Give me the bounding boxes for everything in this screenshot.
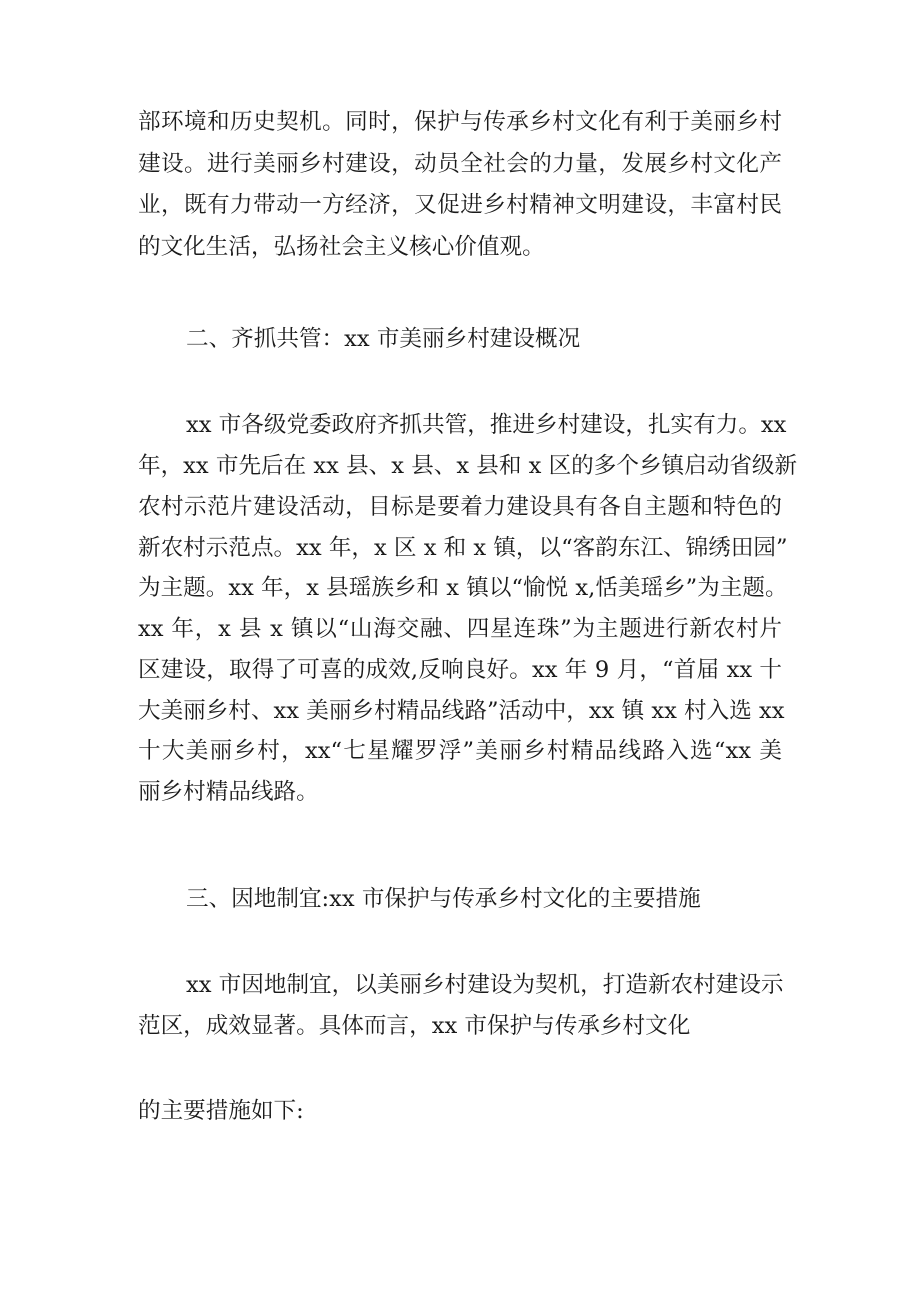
- paragraph-line: 十大美丽乡村，xx“七星耀罗浮”美丽乡村精品线路入选“xx 美: [138, 738, 782, 764]
- paragraph-line: 农村示范片建设活动，目标是要着力建设具有各自主题和特色的: [138, 494, 782, 520]
- paragraph-line: 新农村示范点。xx 年，x 区 x 和 x 镇，以“客韵东江、锦绣田园”: [138, 535, 788, 561]
- paragraph-line: 大美丽乡村、xx 美丽乡村精品线路”活动中，xx 镇 xx 村入选 xx: [138, 698, 785, 724]
- paragraph-line: xx 市各级党委政府齐抓共管，推进乡村建设，扎实有力。xx: [186, 412, 787, 438]
- paragraph-line: 为主题。xx 年，x 县瑶族乡和 x 镇以“愉悦 x,恬美瑶乡”为主题。: [138, 575, 788, 601]
- paragraph-line: 年，xx 市先后在 xx 县、x 县、x 县和 x 区的多个乡镇启动省级新: [138, 453, 798, 479]
- paragraph-line: xx 年，x 县 x 镇以“山海交融、四星连珠”为主题进行新农村片: [138, 616, 782, 642]
- paragraph-line: 建设。进行美丽乡村建设，动员全社会的力量，发展乡村文化产: [138, 151, 782, 177]
- paragraph-line: 的主要措施如下:: [138, 1098, 304, 1124]
- section-heading-3: 三、因地制宜:xx 市保护与传承乡村文化的主要措施: [186, 886, 701, 912]
- paragraph-line: xx 市因地制宜，以美丽乡村建设为契机，打造新农村建设示: [186, 972, 784, 998]
- paragraph-line: 丽乡村精品线路。: [138, 779, 319, 805]
- paragraph-line: 范区，成效显著。具体而言，xx 市保护与传承乡村文化: [138, 1013, 691, 1039]
- paragraph-line: 部环境和历史契机。同时，保护与传承乡村文化有利于美丽乡村: [138, 109, 782, 135]
- paragraph-line: 业，既有力带动一方经济，又促进乡村精神文明建设，丰富村民: [138, 192, 782, 218]
- paragraph-line: 的文化生活，弘扬社会主义核心价值观。: [138, 234, 545, 260]
- paragraph-line: 区建设，取得了可喜的成效,反响良好。xx 年 9 月，“首届 xx 十: [138, 657, 782, 683]
- section-heading-2: 二、齐抓共管：xx 市美丽乡村建设概况: [186, 326, 581, 352]
